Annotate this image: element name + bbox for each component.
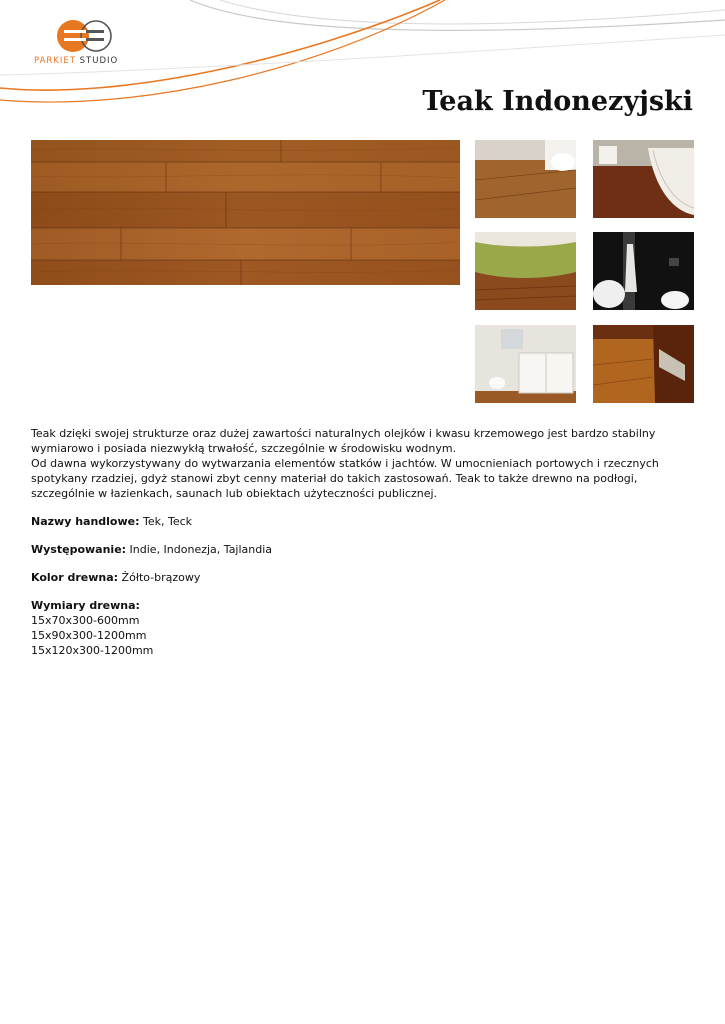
main-wood-photo [31,140,460,285]
description-paragraph-1: Teak dzięki swojej strukturze oraz dużej zawartości naturalnych olejków i kwasu krzemowego jest bardzo stabilny wymiarowo i posiada niezwykłą trwałość, szczególnie w środowisku wodnym. [31,427,656,455]
occurrence-value: Indie, Indonezja, Tajlandia [129,543,273,556]
thumbnail-teak-floor-with-door [593,325,694,403]
thumbnail-dark-bathroom-with-towels [593,232,694,310]
wood-color-row [31,570,681,585]
dimension-item: 15x90x300-1200mm [31,629,147,642]
trade-names-label: Nazwy handlowe: [31,515,140,528]
description-paragraph-2: Od dawna wykorzystywany do wytwarzania elementów statków i jachtów. W umocnieniach portowych i rzecznych spotykany rzadziej, gdyż stanowi zbyt cenny materiał do takich zastosowań. Teak to także drewno na podłogi, szczególnie w łazienkach, saunach lub obiektach użyteczności publicznej. [31,457,659,500]
page-title: Teak Indonezyjski [422,86,693,117]
thumbnail-white-bathroom-cabinets [475,325,576,403]
dimension-item: 15x70x300-600mm [31,614,140,627]
trade-names-row [31,514,681,529]
dimensions-label: Wymiary drewna: [31,599,140,612]
thumbnail-bathtub-on-teak-floor [593,140,694,218]
logo-wordmark [34,56,118,66]
occurrence-row [31,542,681,557]
logo-word-parkiet: PARKIET [34,56,76,66]
trade-names-value: Tek, Teck [143,515,193,528]
dimension-item: 15x120x300-1200mm [31,644,154,657]
thumbnail-bathroom-teak-floor [475,140,576,218]
logo-word-studio: STUDIO [79,56,119,66]
thumbnail-green-bath-and-teak-deck [475,232,576,310]
product-description [31,426,681,658]
wood-color-value: Żółto-brązowy [121,571,201,584]
wood-color-label: Kolor drewna: [31,571,119,584]
occurrence-label: Występowanie: [31,543,127,556]
